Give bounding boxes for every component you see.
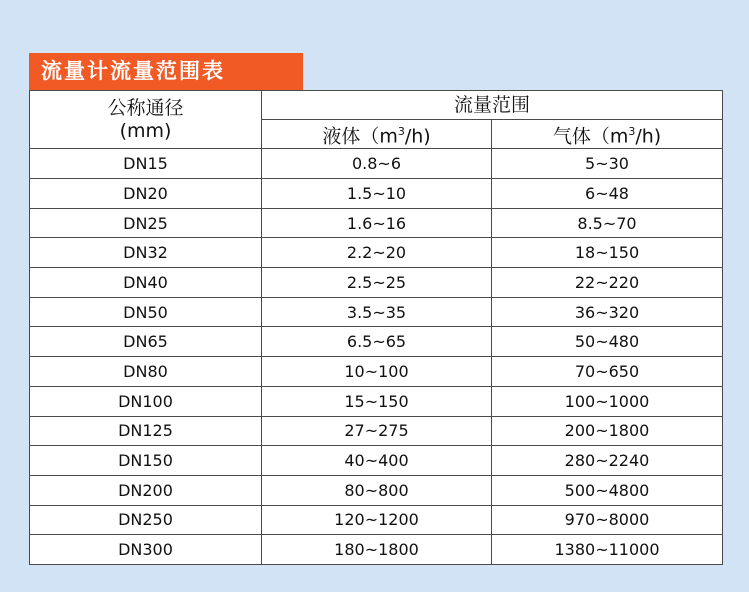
cell-gas: 500~4800 [492,475,723,505]
cell-liquid: 2.5~25 [262,268,492,298]
cell-dn: DN50 [30,297,262,327]
cell-liquid: 0.8~6 [262,149,492,179]
cell-gas: 100~1000 [492,386,723,416]
header-nominal-label: 公称通径 [107,96,184,119]
cell-liquid: 40~400 [262,446,492,476]
cell-liquid: 2.2~20 [262,238,492,268]
cell-liquid: 80~800 [262,475,492,505]
cell-dn: DN300 [30,535,262,565]
cell-gas: 5~30 [492,149,723,179]
cell-dn: DN100 [30,386,262,416]
header-flow-range: 流量范围 [262,91,723,120]
table-row [30,208,723,238]
table-row [30,416,723,446]
header-liquid-superscript: 3 [397,125,405,138]
table-row [30,475,723,505]
cell-liquid: 180~1800 [262,535,492,565]
cell-dn: DN65 [30,327,262,357]
cell-liquid: 27~275 [262,416,492,446]
cell-liquid: 1.5~10 [262,179,492,209]
cell-dn: DN250 [30,505,262,535]
cell-dn: DN32 [30,238,262,268]
cell-liquid: 3.5~35 [262,297,492,327]
cell-dn: DN125 [30,416,262,446]
cell-dn: DN150 [30,446,262,476]
header-gas-superscript: 3 [628,125,636,138]
header-gas-prefix: 气体（m [552,125,629,148]
cell-gas: 18~150 [492,238,723,268]
table-row [30,386,723,416]
table-row [30,179,723,209]
table-row [30,149,723,179]
table-row [30,535,723,565]
header-gas-suffix: /h) [635,125,662,148]
cell-gas: 280~2240 [492,446,723,476]
cell-liquid: 10~100 [262,357,492,387]
cell-gas: 970~8000 [492,505,723,535]
cell-dn: DN15 [30,149,262,179]
cell-gas: 50~480 [492,327,723,357]
cell-dn: DN80 [30,357,262,387]
table-title: 流量计流量范围表 [29,53,303,90]
table-row [30,268,723,298]
table-row [30,357,723,387]
cell-dn: DN200 [30,475,262,505]
header-liquid-suffix: /h) [404,125,431,148]
cell-gas: 200~1800 [492,416,723,446]
cell-gas: 70~650 [492,357,723,387]
cell-liquid: 6.5~65 [262,327,492,357]
table-row [30,327,723,357]
cell-liquid: 1.6~16 [262,208,492,238]
cell-liquid: 120~1200 [262,505,492,535]
cell-dn: DN25 [30,208,262,238]
cell-dn: DN20 [30,179,262,209]
cell-gas: 6~48 [492,179,723,209]
header-liquid [262,120,492,149]
table-row [30,238,723,268]
flow-range-table [29,90,722,564]
table-row [30,297,723,327]
cell-liquid: 15~150 [262,386,492,416]
cell-gas: 36~320 [492,297,723,327]
header-liquid-prefix: 液体（m [322,125,398,148]
header-gas [492,120,723,149]
cell-gas: 1380~11000 [492,535,723,565]
table-row [30,505,723,535]
cell-gas: 8.5~70 [492,208,723,238]
header-nominal-diameter [30,91,262,149]
header-nominal-unit: (mm) [119,119,172,142]
table-row [30,446,723,476]
cell-dn: DN40 [30,268,262,298]
cell-gas: 22~220 [492,268,723,298]
